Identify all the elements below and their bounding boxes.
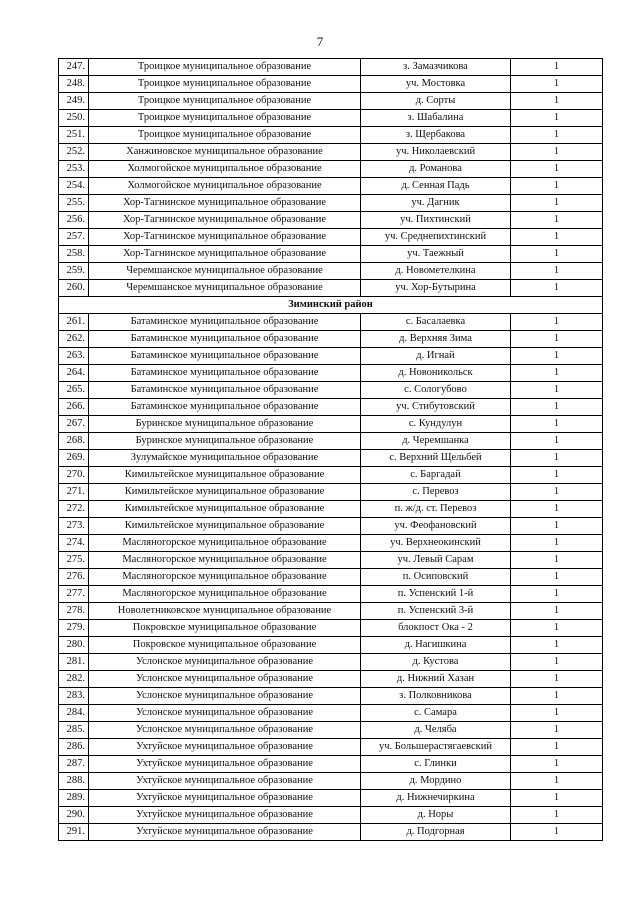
table-row (59, 212, 603, 229)
municipality-cell: Услонское муниципальное образование (89, 654, 361, 671)
locality-cell: д. Верхняя Зима (361, 331, 511, 348)
municipality-cell: Услонское муниципальное образование (89, 671, 361, 688)
row-number: 275. (59, 552, 89, 569)
count-cell: 1 (511, 314, 603, 331)
count-cell: 1 (511, 382, 603, 399)
locality-cell: уч. Хор-Бутырина (361, 280, 511, 297)
row-number: 248. (59, 76, 89, 93)
row-number: 267. (59, 416, 89, 433)
count-cell: 1 (511, 110, 603, 127)
table-row (59, 501, 603, 518)
locality-cell: с. Баргадай (361, 467, 511, 484)
row-number: 251. (59, 127, 89, 144)
municipality-cell: Троицкое муниципальное образование (89, 110, 361, 127)
table-row (59, 688, 603, 705)
table-row (59, 807, 603, 824)
row-number: 288. (59, 773, 89, 790)
locality-cell: д. Черемшанка (361, 433, 511, 450)
locality-cell: д. Игнай (361, 348, 511, 365)
row-number: 280. (59, 637, 89, 654)
locality-cell: д. Мордино (361, 773, 511, 790)
row-number: 268. (59, 433, 89, 450)
municipality-cell: Черемшанское муниципальное образование (89, 263, 361, 280)
row-number: 287. (59, 756, 89, 773)
locality-cell: уч. Стибутовский (361, 399, 511, 416)
municipality-cell: Кимильтейское муниципальное образование (89, 484, 361, 501)
locality-cell: с. Басалаевка (361, 314, 511, 331)
municipality-cell: Ухтуйское муниципальное образование (89, 773, 361, 790)
table-row (59, 620, 603, 637)
locality-cell: с. Самара (361, 705, 511, 722)
row-number: 262. (59, 331, 89, 348)
locality-cell: д. Норы (361, 807, 511, 824)
count-cell: 1 (511, 76, 603, 93)
table-body (59, 59, 603, 841)
municipality-cell: Услонское муниципальное образование (89, 688, 361, 705)
count-cell: 1 (511, 620, 603, 637)
count-cell: 1 (511, 484, 603, 501)
municipality-cell: Услонское муниципальное образование (89, 722, 361, 739)
municipality-cell: Ухтуйское муниципальное образование (89, 790, 361, 807)
row-number: 261. (59, 314, 89, 331)
locality-cell: уч. Пихтинский (361, 212, 511, 229)
table-row (59, 535, 603, 552)
count-cell: 1 (511, 722, 603, 739)
row-number: 281. (59, 654, 89, 671)
municipality-cell: Буринское муниципальное образование (89, 433, 361, 450)
table-row (59, 348, 603, 365)
count-cell: 1 (511, 365, 603, 382)
row-number: 257. (59, 229, 89, 246)
table-row (59, 93, 603, 110)
table-row (59, 433, 603, 450)
municipality-cell: Батаминское муниципальное образование (89, 348, 361, 365)
row-number: 270. (59, 467, 89, 484)
table-row (59, 705, 603, 722)
locality-cell: с. Перевоз (361, 484, 511, 501)
row-number: 253. (59, 161, 89, 178)
municipality-cell: Масляногорское муниципальное образование (89, 535, 361, 552)
municipality-cell: Ухтуйское муниципальное образование (89, 739, 361, 756)
count-cell: 1 (511, 263, 603, 280)
municipality-cell: Троицкое муниципальное образование (89, 127, 361, 144)
municipality-cell: Масляногорское муниципальное образование (89, 552, 361, 569)
locality-cell: д. Сенная Падь (361, 178, 511, 195)
row-number: 274. (59, 535, 89, 552)
settlements-table (58, 58, 603, 841)
row-number: 269. (59, 450, 89, 467)
count-cell: 1 (511, 246, 603, 263)
municipality-cell: Батаминское муниципальное образование (89, 314, 361, 331)
count-cell: 1 (511, 603, 603, 620)
municipality-cell: Покровское муниципальное образование (89, 637, 361, 654)
count-cell: 1 (511, 824, 603, 841)
row-number: 273. (59, 518, 89, 535)
row-number: 259. (59, 263, 89, 280)
municipality-cell: Кимильтейское муниципальное образование (89, 467, 361, 484)
row-number: 285. (59, 722, 89, 739)
table-row (59, 603, 603, 620)
municipality-cell: Кимильтейское муниципальное образование (89, 518, 361, 535)
table-row (59, 144, 603, 161)
table-row (59, 365, 603, 382)
row-number: 264. (59, 365, 89, 382)
row-number: 283. (59, 688, 89, 705)
table-row (59, 671, 603, 688)
table-row (59, 382, 603, 399)
locality-cell: д. Подгорная (361, 824, 511, 841)
table-row (59, 59, 603, 76)
table-row (59, 178, 603, 195)
row-number: 276. (59, 569, 89, 586)
row-number: 286. (59, 739, 89, 756)
municipality-cell: Холмогойское муниципальное образование (89, 161, 361, 178)
row-number: 271. (59, 484, 89, 501)
count-cell: 1 (511, 93, 603, 110)
row-number: 256. (59, 212, 89, 229)
locality-cell: п. Успенский 3-й (361, 603, 511, 620)
municipality-cell: Зулумайское муниципальное образование (89, 450, 361, 467)
municipality-cell: Кимильтейское муниципальное образование (89, 501, 361, 518)
table-row (59, 195, 603, 212)
municipality-cell: Батаминское муниципальное образование (89, 399, 361, 416)
locality-cell: з. Щербакова (361, 127, 511, 144)
municipality-cell: Холмогойское муниципальное образование (89, 178, 361, 195)
locality-cell: д. Нижний Хазан (361, 671, 511, 688)
table-row (59, 450, 603, 467)
locality-cell: уч. Верхнеокинский (361, 535, 511, 552)
municipality-cell: Услонское муниципальное образование (89, 705, 361, 722)
count-cell: 1 (511, 518, 603, 535)
count-cell: 1 (511, 688, 603, 705)
municipality-cell: Ухтуйское муниципальное образование (89, 756, 361, 773)
locality-cell: д. Новоникольск (361, 365, 511, 382)
count-cell: 1 (511, 552, 603, 569)
page-number: 7 (316, 34, 324, 49)
count-cell: 1 (511, 59, 603, 76)
locality-cell: уч. Дагник (361, 195, 511, 212)
municipality-cell: Батаминское муниципальное образование (89, 382, 361, 399)
municipality-cell: Троицкое муниципальное образование (89, 76, 361, 93)
count-cell: 1 (511, 790, 603, 807)
locality-cell: с. Верхний Щельбей (361, 450, 511, 467)
table-row (59, 416, 603, 433)
municipality-cell: Хор-Тагнинское муниципальное образование (89, 246, 361, 263)
count-cell: 1 (511, 331, 603, 348)
locality-cell: д. Сорты (361, 93, 511, 110)
locality-cell: с. Кундулун (361, 416, 511, 433)
count-cell: 1 (511, 195, 603, 212)
locality-cell: уч. Среднепихтинский (361, 229, 511, 246)
municipality-cell: Ухтуйское муниципальное образование (89, 824, 361, 841)
row-number: 291. (59, 824, 89, 841)
municipality-cell: Ухтуйское муниципальное образование (89, 807, 361, 824)
row-number: 263. (59, 348, 89, 365)
table-row (59, 637, 603, 654)
table-row (59, 246, 603, 263)
locality-cell: уч. Большерастягаевский (361, 739, 511, 756)
count-cell: 1 (511, 280, 603, 297)
table-row (59, 569, 603, 586)
locality-cell: уч. Таежный (361, 246, 511, 263)
locality-cell: с. Сологубово (361, 382, 511, 399)
municipality-cell: Покровское муниципальное образование (89, 620, 361, 637)
count-cell: 1 (511, 450, 603, 467)
table-row (59, 399, 603, 416)
table-row (59, 229, 603, 246)
count-cell: 1 (511, 433, 603, 450)
locality-cell: д. Кустова (361, 654, 511, 671)
row-number: 266. (59, 399, 89, 416)
table-row (59, 110, 603, 127)
row-number: 265. (59, 382, 89, 399)
locality-cell: д. Романова (361, 161, 511, 178)
municipality-cell: Буринское муниципальное образование (89, 416, 361, 433)
count-cell: 1 (511, 161, 603, 178)
municipality-cell: Ханжиновское муниципальное образование (89, 144, 361, 161)
table-row (59, 773, 603, 790)
count-cell: 1 (511, 144, 603, 161)
table-row (59, 280, 603, 297)
row-number: 272. (59, 501, 89, 518)
count-cell: 1 (511, 127, 603, 144)
table-row (59, 756, 603, 773)
row-number: 249. (59, 93, 89, 110)
municipality-cell: Масляногорское муниципальное образование (89, 569, 361, 586)
table-row (59, 739, 603, 756)
row-number: 260. (59, 280, 89, 297)
locality-cell: уч. Николаевский (361, 144, 511, 161)
row-number: 252. (59, 144, 89, 161)
municipality-cell: Троицкое муниципальное образование (89, 59, 361, 76)
locality-cell: уч. Феофановский (361, 518, 511, 535)
table-row (59, 824, 603, 841)
table-row (59, 654, 603, 671)
table-row (59, 790, 603, 807)
count-cell: 1 (511, 416, 603, 433)
locality-cell: п. Успенский 1-й (361, 586, 511, 603)
locality-cell: уч. Левый Сарам (361, 552, 511, 569)
count-cell: 1 (511, 739, 603, 756)
table-row (59, 161, 603, 178)
municipality-cell: Батаминское муниципальное образование (89, 365, 361, 382)
count-cell: 1 (511, 535, 603, 552)
row-number: 254. (59, 178, 89, 195)
row-number: 255. (59, 195, 89, 212)
table-row (59, 127, 603, 144)
count-cell: 1 (511, 467, 603, 484)
municipality-cell: Хор-Тагнинское муниципальное образование (89, 229, 361, 246)
table-row (59, 331, 603, 348)
count-cell: 1 (511, 773, 603, 790)
table-row (59, 467, 603, 484)
locality-cell: д. Челяба (361, 722, 511, 739)
locality-cell: п. ж/д. ст. Перевоз (361, 501, 511, 518)
locality-cell: п. Осиповский (361, 569, 511, 586)
locality-cell: уч. Мостовка (361, 76, 511, 93)
count-cell: 1 (511, 399, 603, 416)
section-title: Зиминский район (59, 297, 603, 314)
row-number: 279. (59, 620, 89, 637)
count-cell: 1 (511, 229, 603, 246)
count-cell: 1 (511, 586, 603, 603)
count-cell: 1 (511, 756, 603, 773)
table-row (59, 263, 603, 280)
table-row (59, 722, 603, 739)
count-cell: 1 (511, 637, 603, 654)
row-number: 277. (59, 586, 89, 603)
section-row (59, 297, 603, 314)
municipality-cell: Хор-Тагнинское муниципальное образование (89, 195, 361, 212)
row-number: 258. (59, 246, 89, 263)
locality-cell: д. Нижнечиркина (361, 790, 511, 807)
row-number: 247. (59, 59, 89, 76)
row-number: 278. (59, 603, 89, 620)
municipality-cell: Троицкое муниципальное образование (89, 93, 361, 110)
row-number: 284. (59, 705, 89, 722)
table-row (59, 586, 603, 603)
row-number: 290. (59, 807, 89, 824)
count-cell: 1 (511, 705, 603, 722)
municipality-cell: Масляногорское муниципальное образование (89, 586, 361, 603)
count-cell: 1 (511, 569, 603, 586)
locality-cell: д. Нагишкина (361, 637, 511, 654)
table-row (59, 484, 603, 501)
count-cell: 1 (511, 671, 603, 688)
table-row (59, 518, 603, 535)
locality-cell: з. Шабалина (361, 110, 511, 127)
row-number: 282. (59, 671, 89, 688)
count-cell: 1 (511, 501, 603, 518)
count-cell: 1 (511, 654, 603, 671)
locality-cell: з. Замазчикова (361, 59, 511, 76)
municipality-cell: Черемшанское муниципальное образование (89, 280, 361, 297)
locality-cell: с. Глинки (361, 756, 511, 773)
municipality-cell: Хор-Тагнинское муниципальное образование (89, 212, 361, 229)
count-cell: 1 (511, 212, 603, 229)
table-row (59, 76, 603, 93)
locality-cell: д. Новометелкина (361, 263, 511, 280)
municipality-cell: Батаминское муниципальное образование (89, 331, 361, 348)
row-number: 250. (59, 110, 89, 127)
municipality-cell: Новолетниковское муниципальное образование (89, 603, 361, 620)
row-number: 289. (59, 790, 89, 807)
locality-cell: блокпост Ока - 2 (361, 620, 511, 637)
count-cell: 1 (511, 807, 603, 824)
count-cell: 1 (511, 178, 603, 195)
count-cell: 1 (511, 348, 603, 365)
table-row (59, 314, 603, 331)
table-row (59, 552, 603, 569)
locality-cell: з. Полковникова (361, 688, 511, 705)
